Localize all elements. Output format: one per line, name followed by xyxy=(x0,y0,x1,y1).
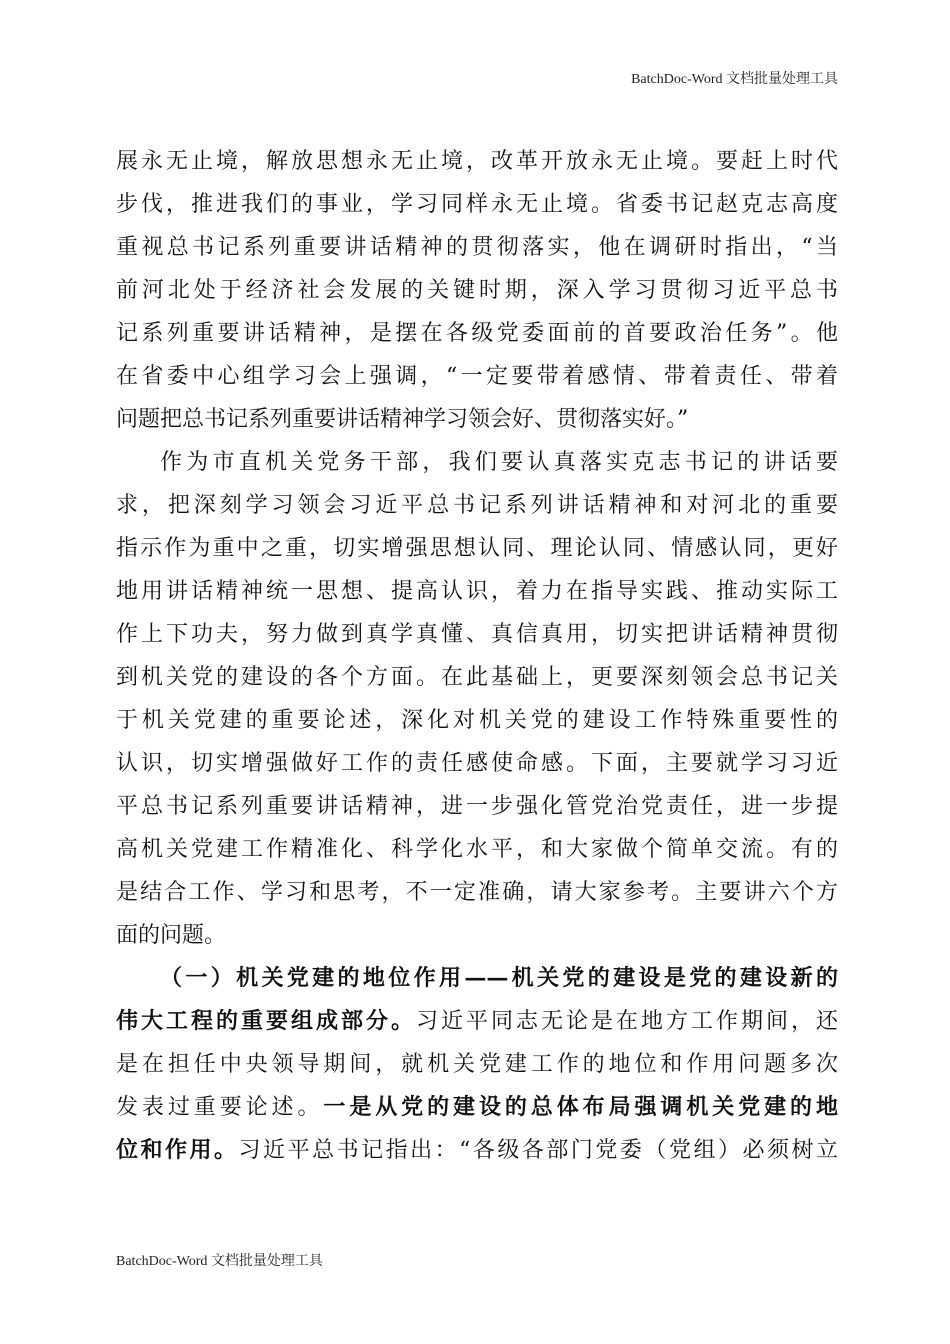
document-body xyxy=(116,140,838,1172)
text-line: 作上下功夫，努力做到真学真懂、真信真用，切实把讲话精神贯彻 xyxy=(116,622,838,647)
text-line: 高机关党建工作精准化、科学化水平，和大家做个简单交流。有的 xyxy=(116,837,838,862)
text-line: 地用讲话精神统一思想、提高认识，着力在指导实践、推动实际工 xyxy=(116,579,838,604)
text-line xyxy=(116,1000,838,1043)
page-header: BatchDoc-Word 文档批量处理工具 xyxy=(631,72,838,87)
point-heading: 一是从党的建设的总体布局强调机关党建的地 xyxy=(323,1094,838,1120)
section-heading: （一）机关党建的地位作用——机关党的建设是党的建设新的 xyxy=(160,965,838,991)
text-line: 求，把深刻学习领会习近平总书记系列讲话精神和对河北的重要 xyxy=(116,493,838,518)
text-line: 在省委中心组学习会上强调，“一定要带着感情、带着责任、带着 xyxy=(116,364,838,389)
text-line: 前河北处于经济社会发展的关键时期，深入学习贯彻习近平总书 xyxy=(116,278,838,303)
text-line: 重视总书记系列重要讲话精神的贯彻落实，他在调研时指出，“当 xyxy=(116,235,838,260)
text-line: 于机关党建的重要论述，深化对机关党的建设工作特殊重要性的 xyxy=(116,708,838,733)
text-line xyxy=(116,1086,838,1129)
text-span: 发表过重要论述。 xyxy=(116,1095,324,1120)
text-line: 认识，切实增强做好工作的责任感使命感。下面，主要就学习习近 xyxy=(116,751,838,776)
text-line: 面的问题。 xyxy=(116,923,227,948)
text-line xyxy=(116,1129,838,1172)
text-line: 作为市直机关党务干部，我们要认真落实克志书记的讲话要 xyxy=(160,450,838,475)
text-line: 步伐，推进我们的事业，学习同样永无止境。省委书记赵克志高度 xyxy=(116,192,838,217)
page-footer: BatchDoc-Word 文档批量处理工具 xyxy=(116,1254,323,1269)
text-line: 是在担任中央领导期间，就机关党建工作的地位和作用问题多次 xyxy=(116,1052,838,1077)
section-heading-line xyxy=(116,957,838,1000)
text-line: 是结合工作、学习和思考，不一定准确，请大家参考。主要讲六个方 xyxy=(116,880,838,905)
text-line: 指示作为重中之重，切实增强思想认同、理论认同、情感认同，更好 xyxy=(116,536,838,561)
text-line: 平总书记系列重要讲话精神，进一步强化管党治党责任，进一步提 xyxy=(116,794,838,819)
text-span: 习近平同志无论是在地方工作期间，还 xyxy=(416,1009,838,1034)
point-heading-cont: 位和作用。 xyxy=(116,1137,239,1163)
text-line: 记系列重要讲话精神，是摆在各级党委面前的首要政治任务”。他 xyxy=(116,321,838,346)
section-heading-cont: 伟大工程的重要组成部分。 xyxy=(116,1008,416,1034)
text-line: 问题把总书记系列重要讲话精神学习领会好、贯彻落实好。” xyxy=(116,407,689,432)
text-line: 展永无止境，解放思想永无止境，改革开放永无止境。要赶上时代 xyxy=(116,149,838,174)
text-line: 到机关党的建设的各个方面。在此基础上，更要深刻领会总书记关 xyxy=(116,665,838,690)
text-span: 习近平总书记指出：“各级各部门党委（党组）必须树立 xyxy=(238,1138,838,1163)
